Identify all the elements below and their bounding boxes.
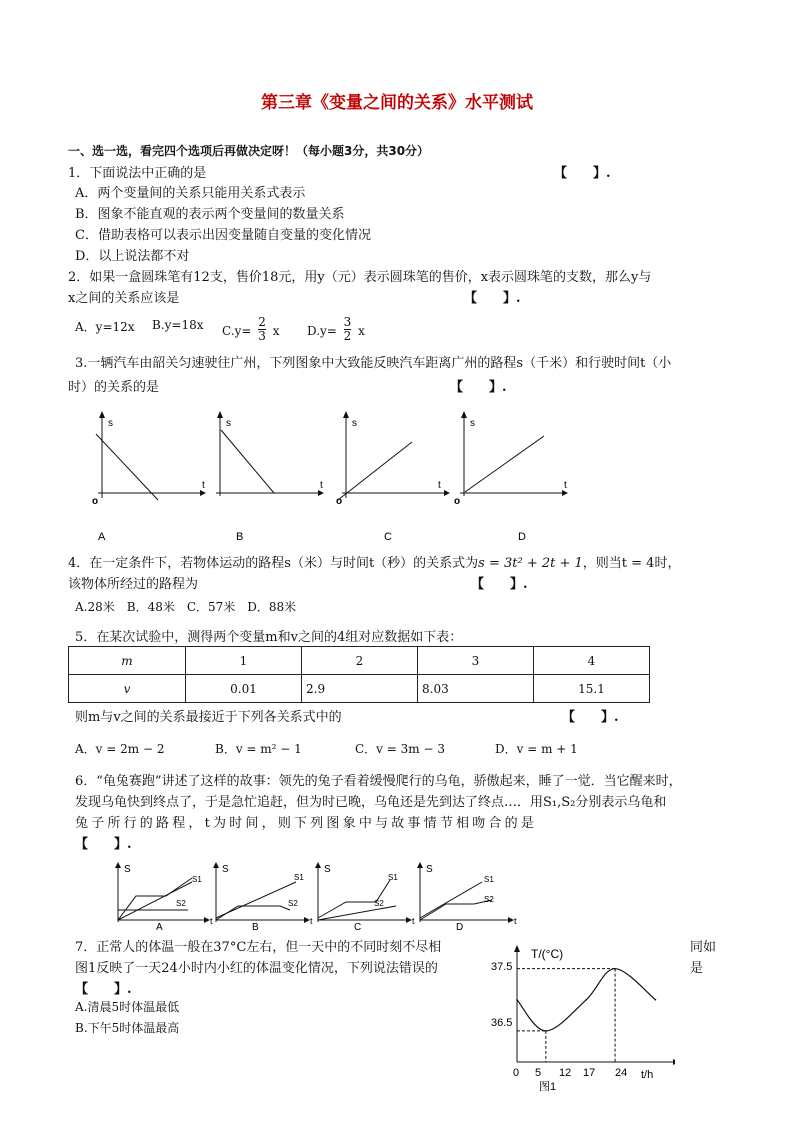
svg-text:o: o <box>92 496 99 507</box>
y-tick-label: 36.5 <box>491 1017 513 1029</box>
svg-text:t: t <box>514 916 517 926</box>
svg-text:t: t <box>310 916 313 926</box>
graph-label: C <box>354 922 362 933</box>
table-row: m 1 2 3 4 <box>69 647 650 675</box>
q6-graph-d <box>417 862 517 933</box>
q6-graph-b <box>213 862 313 933</box>
section-heading: 一、选一选，看完四个选项后再做决定呀！（每小题3分，共30分） <box>68 144 430 158</box>
q7-stem-line1: 7．正常人的体温一般在37°C左右，但一天中的不同时刻不尽相 <box>75 940 442 955</box>
svg-text:S2: S2 <box>288 899 298 908</box>
graph-label: D <box>456 922 464 933</box>
q2-option-c: C.y= $\frac{2}{3}$ x <box>222 315 280 343</box>
svg-text:t: t <box>564 480 567 491</box>
q1-option-c: C．借助表格可以表示出因变量随自变量的变化情况 <box>75 228 371 243</box>
q6-graphs <box>108 860 518 936</box>
q6-stem-line2: 发现乌龟快到终点了，于是急忙追赶，但为时已晚，乌龟还是先到达了终点…．用S₁,S₂分别表示乌龟和 <box>75 795 667 810</box>
q7-option-b: B.下午5时体温最高 <box>75 1021 180 1035</box>
data-point <box>614 968 616 970</box>
q7-option-a: A.清晨5时体温最低 <box>75 1000 180 1014</box>
q6-stem-line3: 兔子所行的路程，t为时间，则下列图象中与故事情节相吻合的是 <box>75 816 538 831</box>
svg-text:S2: S2 <box>176 899 186 908</box>
svg-text:S: S <box>324 864 331 875</box>
graph-label: C <box>384 531 392 543</box>
q6-graph-c <box>315 862 415 933</box>
svg-text:t: t <box>412 916 415 926</box>
graph-label: A <box>156 922 163 933</box>
svg-text:s: s <box>352 418 357 429</box>
graph-label: B <box>236 531 244 543</box>
x-axis-label: t/h <box>641 1069 654 1081</box>
svg-text:t: t <box>210 916 213 926</box>
svg-text:S1: S1 <box>388 873 398 882</box>
table-row: v 0.01 2.9 8.03 15.1 <box>69 675 650 703</box>
graph-label: B <box>252 922 259 933</box>
q7-stem-line2-right: 是 <box>690 961 704 976</box>
svg-text:t: t <box>202 480 205 491</box>
q5-data-table <box>68 646 650 703</box>
y-axis-arrow <box>514 945 520 952</box>
page-title: 第三章《变量之间的关系》水平测试 <box>261 93 533 113</box>
data-point <box>545 1030 547 1032</box>
q4-stem-line2: 该物体所经过的路程为 <box>68 577 199 592</box>
x-tick-label: 17 <box>583 1067 596 1079</box>
q4-options: A.28米 B．48米 C．57米 D．88米 <box>75 600 297 614</box>
q7-stem-line1-right: 同如 <box>690 940 717 955</box>
svg-text:S2: S2 <box>484 895 494 904</box>
q3-stem-line2: 时）的关系的是 <box>68 380 160 395</box>
q1-option-a: A．两个变量间的关系只能用关系式表示 <box>75 186 306 201</box>
body-temperature-chart <box>485 940 675 1100</box>
q1-option-b: B．图象不能直观的表示两个变量间的数量关系 <box>75 207 345 222</box>
data-point <box>655 999 657 1001</box>
q3-graph-b <box>216 411 324 543</box>
q3-graphs <box>80 408 600 548</box>
q5-option-b: B．v = m² − 1 <box>215 742 302 756</box>
q5-stem: 5．在某次试验中，测得两个变量m和v之间的4组对应数据如下表： <box>75 630 463 645</box>
q7-answer-bracket: 【 】. <box>75 982 132 997</box>
svg-text:t: t <box>320 480 323 491</box>
q3-graph-c <box>336 411 450 543</box>
svg-text:S: S <box>222 864 229 875</box>
q5-answer-bracket: 【 】. <box>562 710 619 725</box>
svg-text:t: t <box>438 480 441 491</box>
svg-text:S: S <box>124 864 131 875</box>
chart-caption: 图1 <box>539 1081 557 1093</box>
svg-text:S: S <box>426 864 433 875</box>
q4-answer-bracket: 【 】. <box>471 577 528 592</box>
svg-text:S2: S2 <box>374 899 384 908</box>
q1-answer-bracket: 【 】. <box>554 166 611 181</box>
x-tick-label: 0 <box>513 1067 520 1079</box>
q6-answer-bracket: 【 】. <box>75 837 132 852</box>
svg-text:s: s <box>108 418 113 429</box>
q6-stem-line1: 6．“龟兔赛跑”讲述了这样的故事：领先的兔子看着缓慢爬行的乌龟，骄傲起来，睡了一觉．当它醒来时， <box>75 774 682 789</box>
svg-text:S1: S1 <box>192 875 202 884</box>
data-point <box>516 999 518 1001</box>
svg-text:s: s <box>226 418 231 429</box>
q2-answer-bracket: 【 】. <box>464 291 521 306</box>
graph-label: A <box>98 531 106 543</box>
svg-text:S1: S1 <box>484 875 494 884</box>
q2-option-d: D.y= $\frac{3}{2}$ x <box>307 315 365 343</box>
q3-stem-line1: 3.一辆汽车由韶关匀速驶往广州，下列图象中大致能反映汽车距离广州的路程s（千米）和行驶时间t（小 <box>75 356 672 371</box>
svg-text:o: o <box>454 496 461 507</box>
q7-stem-line2: 图1反映了一天24小时内小红的体温变化情况，下列说法错误的 <box>75 961 438 976</box>
svg-text:S1: S1 <box>294 873 304 882</box>
data-point <box>585 999 587 1001</box>
x-tick-label: 5 <box>535 1067 542 1079</box>
x-tick-label: 24 <box>615 1067 628 1079</box>
y-tick-label: 37.5 <box>491 961 513 973</box>
q5-option-d: D．v = m + 1 <box>495 742 578 756</box>
q4-stem-line1: 4．在一定条件下，若物体运动的路程s（米）与时间t（秒）的关系式为s = 3t² + 2t + 1，则当t = 4时， <box>68 556 681 571</box>
y-axis-label: T/(°C) <box>531 947 564 961</box>
q2-option-b: B.y=18x <box>152 318 204 332</box>
q5-option-c: C．v = 3m − 3 <box>355 742 445 756</box>
q3-answer-bracket: 【 】. <box>450 380 507 395</box>
graph-label: D <box>518 531 526 543</box>
x-axis-arrow <box>673 1059 675 1065</box>
q3-graph-a <box>92 411 206 543</box>
q2-option-a: A．y=12x <box>75 320 135 334</box>
q5-option-a: A．v = 2m − 2 <box>75 742 165 756</box>
svg-text:o: o <box>336 496 343 507</box>
q3-graph-d <box>454 411 568 543</box>
x-tick-label: 12 <box>559 1067 572 1079</box>
q2-stem-line1: 2．如果一盒圆珠笔有12支，售价18元，用y（元）表示圆珠笔的售价，x表示圆珠笔的支数，那么y与 <box>68 270 652 285</box>
q6-graph-a <box>115 862 213 933</box>
q2-stem-line2: x之间的关系应该是 <box>68 291 180 306</box>
q5-after: 则m与v之间的关系最接近于下列各关系式中的 <box>75 710 342 725</box>
q1-stem: 1．下面说法中正确的是 <box>68 166 207 181</box>
q1-option-d: D．以上说法都不对 <box>75 249 190 264</box>
svg-text:s: s <box>470 418 475 429</box>
